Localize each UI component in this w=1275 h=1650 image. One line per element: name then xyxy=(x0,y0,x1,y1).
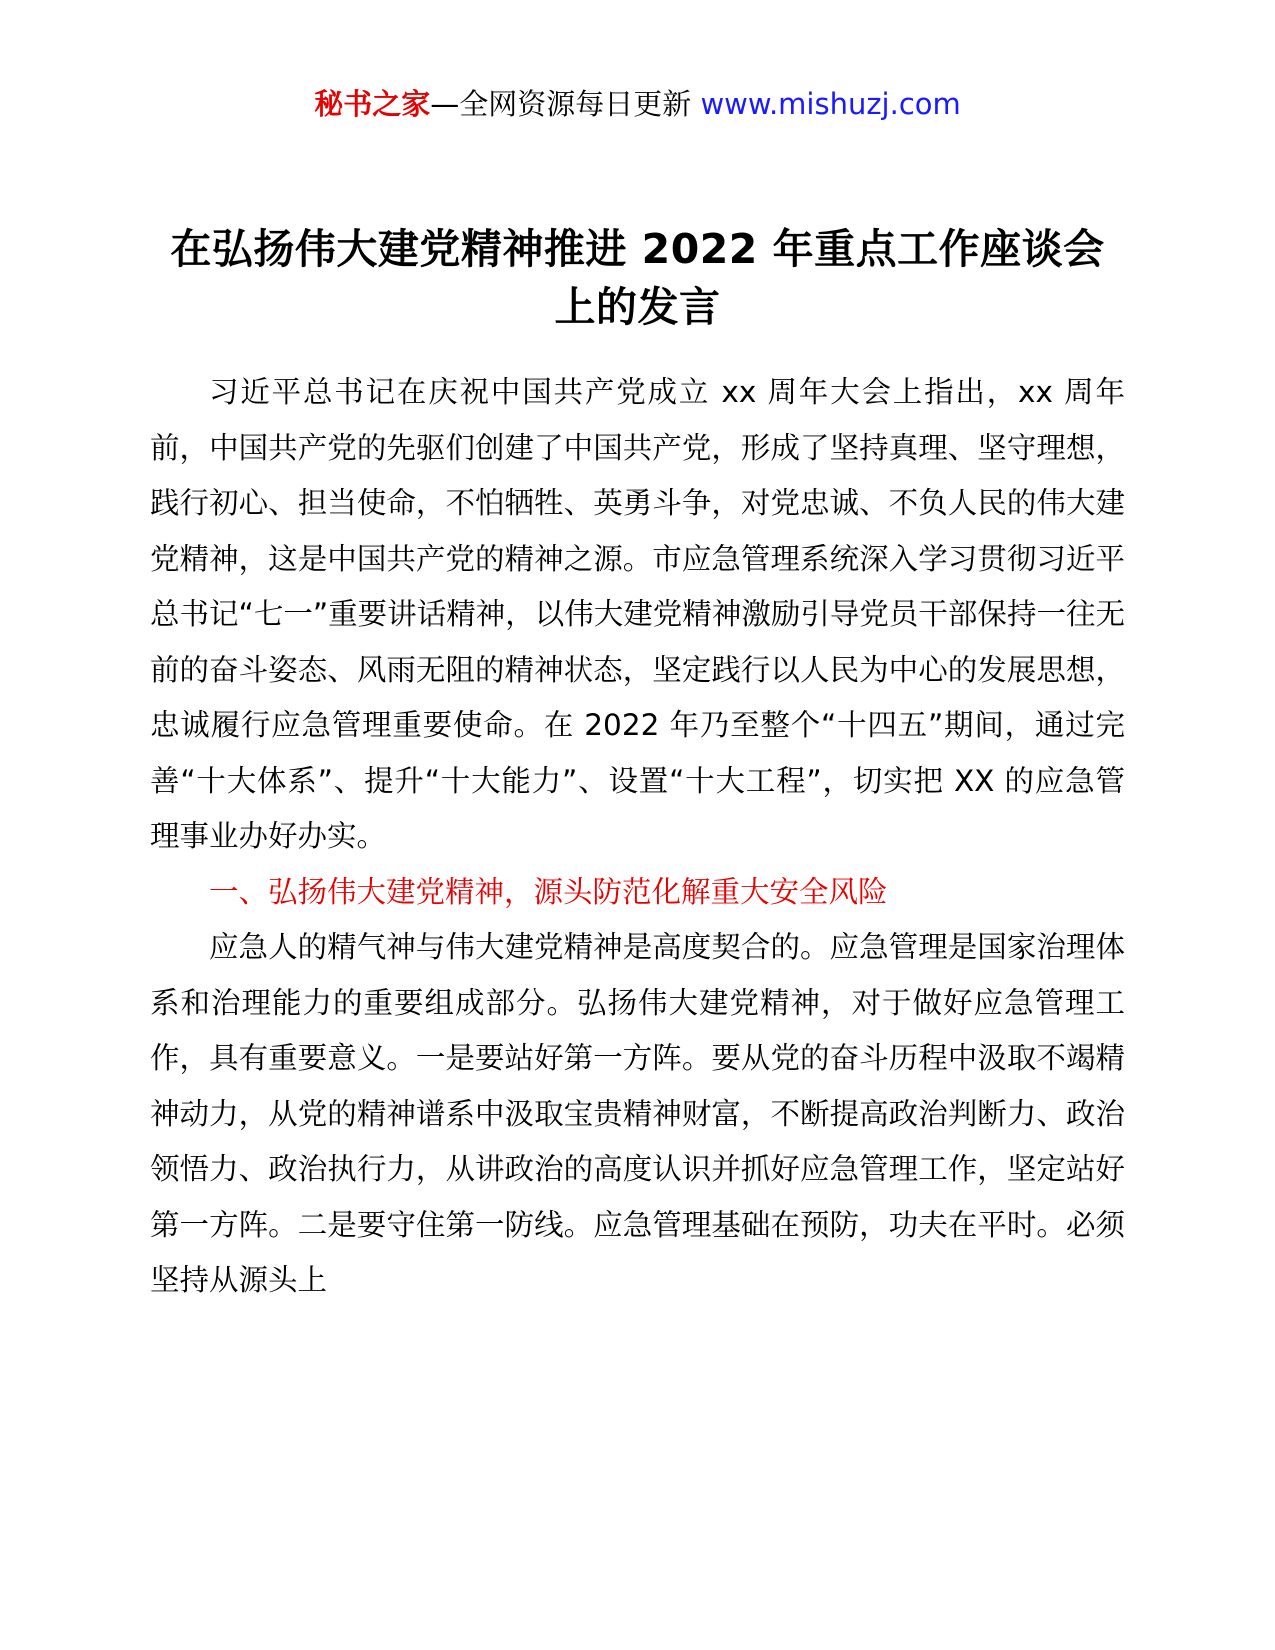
document-body xyxy=(150,365,1125,1309)
body-paragraph: 习近平总书记在庆祝中国共产党成立 xx 周年大会上指出，xx 周年前，中国共产党的先驱们创建了中国共产党，形成了坚持真理、坚守理想，践行初心、担当使命，不怕牺牲、英勇斗争，对党忠诚、不负人民的伟大建党精神，这是中国共产党的精神之源。市应急管理系统深入学习贯彻习近平总书记“七一”重要讲话精神，以伟大建党精神激励引导党员干部保持一往无前的奋斗姿态、风雨无阻的精神状态，坚定践行以人民为中心的发展思想，忠诚履行应急管理重要使命。在 2022 年乃至整个“十四五”期间，通过完善“十大体系”、提升“十大能力”、设置“十大工程”，切实把 XX 的应急管理事业办好办实。 xyxy=(150,375,1125,853)
document-title: 在弘扬伟大建党精神推进 2022 年重点工作座谈会上的发言 xyxy=(170,225,1105,331)
body-paragraph: 应急人的精气神与伟大建党精神是高度契合的。应急管理是国家治理体系和治理能力的重要组成部分。弘扬伟大建党精神，对于做好应急管理工作，具有重要意义。一是要站好第一方阵。要从党的奋斗历程中汲取不竭精神动力，从党的精神谱系中汲取宝贵精神财富，不断提高政治判断力、政治领悟力、政治执行力，从讲政治的高度认识并抓好应急管理工作，坚定站好第一方阵。二是要守住第一防线。应急管理基础在预防，功夫在平时。必须坚持从源头上 xyxy=(150,930,1125,1297)
site-brand: 秘书之家 xyxy=(314,87,431,121)
site-header xyxy=(0,84,1275,124)
site-tagline: —全网资源每日更新 xyxy=(430,87,692,121)
site-url-link[interactable]: www.mishuzj.com xyxy=(700,87,961,121)
section-heading: 一、弘扬伟大建党精神，源头防范化解重大安全风险 xyxy=(209,874,888,909)
